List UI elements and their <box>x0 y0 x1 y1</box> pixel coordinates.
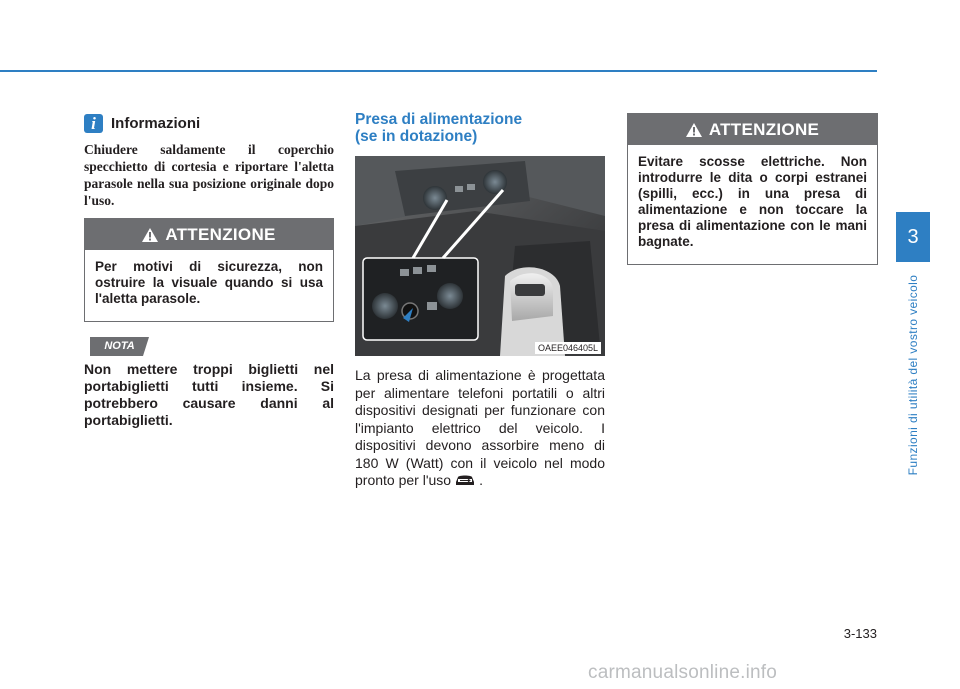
warning-header <box>628 114 877 145</box>
watermark: carmanualsonline.info <box>588 662 778 683</box>
ready-mode-car-icon <box>454 473 476 487</box>
nota-label <box>90 337 149 356</box>
section-title <box>355 111 605 145</box>
info-heading <box>84 114 200 133</box>
header-rule <box>0 70 877 72</box>
info-text: Chiudere saldamente il coperchio specchietto di cortesia e riportare l'aletta parasole nella sua posizione originale dopo l'uso. <box>84 142 334 208</box>
warning-text: Evitare scosse elettriche. Non introdurre le dita o corpi estranei (spilli, ecc.) in una presa di alimentazione e non toccare la presa di alimentazione con le mani bagnate. <box>638 154 867 249</box>
section-title-line1: Presa di alimentazione <box>355 111 523 128</box>
power-outlet-photo <box>355 156 605 356</box>
page-number: 3-133 <box>843 626 877 641</box>
chapter-tab: 3 <box>896 212 930 262</box>
power-outlet-description <box>355 367 605 490</box>
warning-text: Per motivi di sicurezza, non ostruire la visuale quando si usa l'aletta parasole. <box>95 259 323 306</box>
warning-title: ATTENZIONE <box>708 119 820 139</box>
chapter-title-text: Funzioni di utilità del vostro veicolo <box>906 274 920 476</box>
warning-header <box>85 219 333 250</box>
nota-label-text: NOTA <box>104 340 135 352</box>
warning-box-outlet <box>627 113 878 265</box>
center-console-image <box>355 156 605 356</box>
warning-box-sunvisor <box>84 218 334 322</box>
info-icon: i <box>84 114 103 133</box>
warning-triangle-icon <box>686 123 702 137</box>
image-code: OAEE046405L <box>535 342 601 354</box>
section-title-line2: (se in dotazione) <box>355 128 478 145</box>
warning-title: ATTENZIONE <box>165 224 276 244</box>
info-title: Informazioni <box>111 115 201 132</box>
nota-text: Non mettere troppi biglietti nel portabiglietti tutti insieme. Si potrebbero causare danni al portabiglietti. <box>84 361 334 428</box>
description-end: . <box>479 472 483 488</box>
description-text: La presa di alimentazione è progettata per alimentare telefoni portatili o altri dispositivi designati per funzionare con l'impianto elettrico del veicolo. I dispositivi devono assorbire meno di 180 W (Watt) con il veicolo nel modo pronto per l'uso <box>355 367 605 488</box>
warning-triangle-icon <box>142 228 158 242</box>
